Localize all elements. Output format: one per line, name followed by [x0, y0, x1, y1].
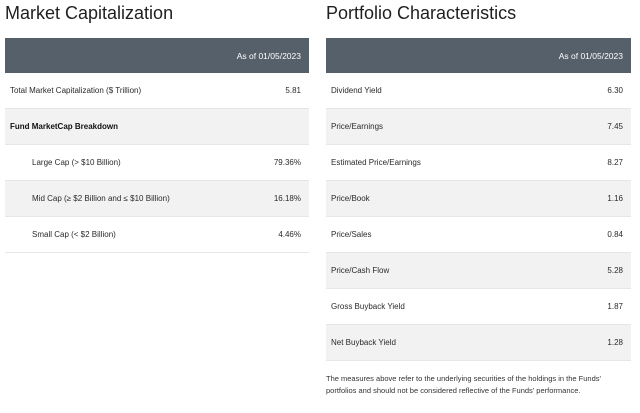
table-row [326, 289, 631, 325]
row-label: Price/Earnings [331, 122, 384, 131]
table-row [5, 217, 309, 253]
row-label: Mid Cap (≥ $2 Billion and ≤ $10 Billion) [32, 194, 170, 203]
row-value: 5.81 [285, 86, 301, 95]
row-value: 1.28 [607, 338, 623, 347]
market-cap-as-of: As of 01/05/2023 [236, 50, 301, 61]
row-value: 16.18% [273, 194, 301, 203]
market-cap-table-header [5, 38, 309, 73]
market-cap-panel [5, 0, 309, 253]
row-label: Price/Cash Flow [331, 266, 390, 275]
row-value: 8.27 [607, 158, 623, 167]
row-label: Dividend Yield [331, 86, 382, 95]
table-row-section-heading [5, 109, 309, 145]
row-label: Price/Book [331, 194, 370, 203]
portfolio-footnote: The measures above refer to the underlying securities of the holdings in the Funds' portfolios and should not be considered reflective of the Funds' performance. [326, 374, 601, 395]
row-label: Estimated Price/Earnings [331, 158, 421, 167]
row-value: 4.46% [278, 230, 301, 239]
row-value: 0.84 [607, 230, 623, 239]
row-label: Small Cap (< $2 Billion) [32, 230, 116, 239]
row-label: Fund MarketCap Breakdown [10, 122, 119, 131]
table-row [5, 145, 309, 181]
table-row [5, 73, 309, 109]
row-value: 1.16 [607, 194, 623, 203]
portfolio-panel [326, 0, 631, 405]
row-value: 7.45 [607, 122, 623, 131]
row-label: Price/Sales [331, 230, 372, 239]
row-label: Total Market Capitalization ($ Trillion) [10, 86, 142, 95]
table-row [5, 181, 309, 217]
row-label: Large Cap (> $10 Billion) [32, 158, 121, 167]
table-row [326, 253, 631, 289]
table-row [326, 325, 631, 361]
portfolio-table-header [326, 38, 631, 73]
table-row [326, 181, 631, 217]
row-value: 6.30 [607, 86, 623, 95]
market-cap-title: Market Capitalization [5, 3, 174, 23]
row-value: 79.36% [273, 158, 301, 167]
row-label: Gross Buyback Yield [331, 302, 405, 311]
row-value: 5.28 [607, 266, 623, 275]
row-label: Net Buyback Yield [331, 338, 396, 347]
row-value: 1.87 [607, 302, 623, 311]
portfolio-title: Portfolio Characteristics [326, 3, 517, 23]
table-row [326, 73, 631, 109]
table-row [326, 217, 631, 253]
table-row [326, 145, 631, 181]
portfolio-as-of: As of 01/05/2023 [558, 50, 623, 61]
table-row [326, 109, 631, 145]
